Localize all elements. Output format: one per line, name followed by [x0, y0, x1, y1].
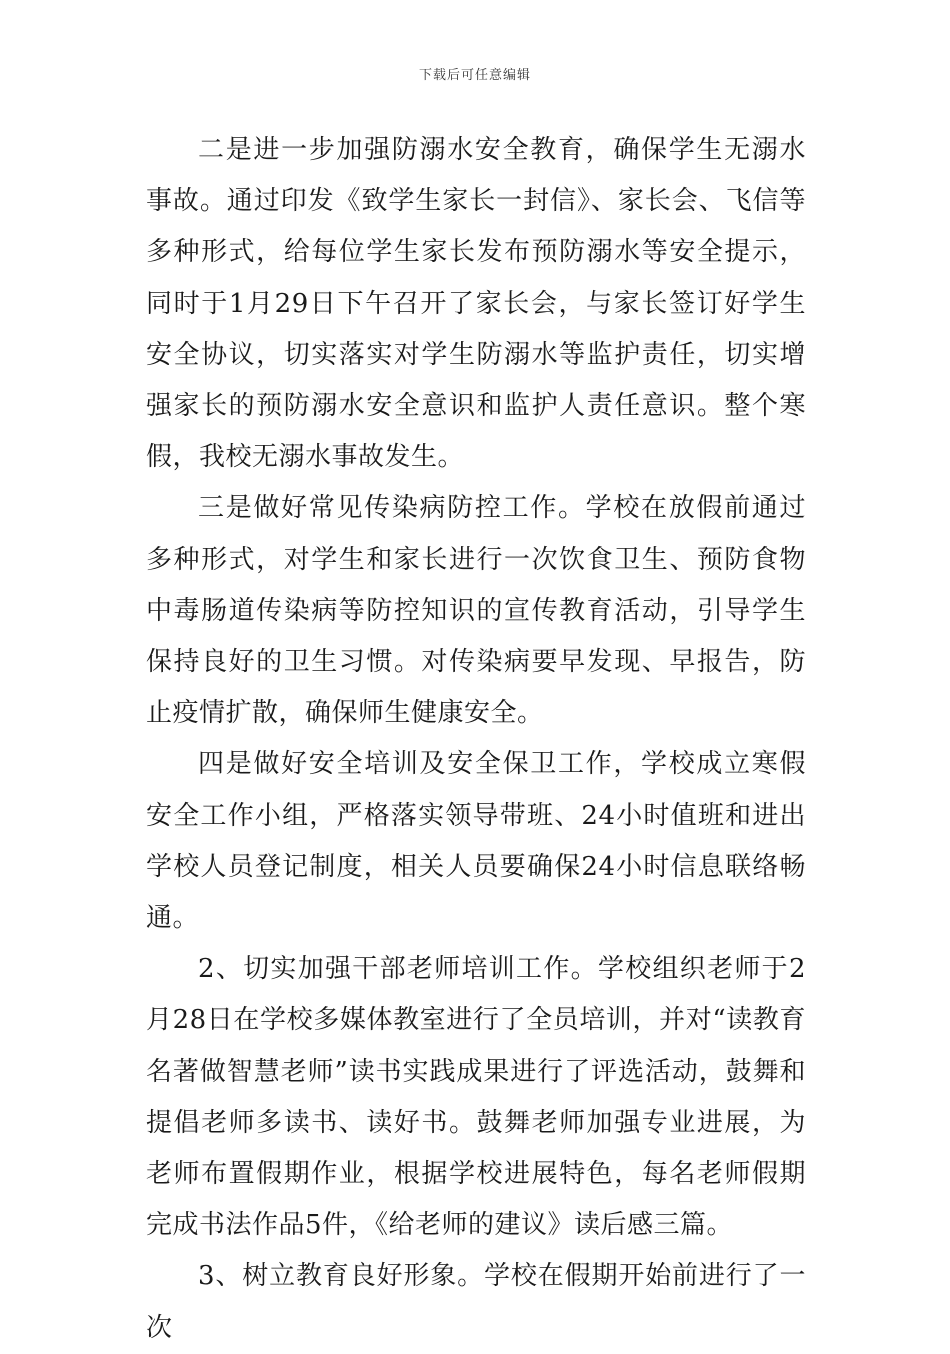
paragraph-security-training: 四是做好安全培训及安全保卫工作，学校成立寒假安全工作小组，严格落实领导带班、24小时值班和进出学校人员登记制度，相关人员要确保24小时信息联络畅通。: [146, 749, 806, 934]
paragraph-disease-prevention: 三是做好常见传染病防控工作。学校在放假前通过多种形式，对学生和家长进行一次饮食卫生、预防食物中毒肠道传染病等防控知识的宣传教育活动，引导学生保持良好的卫生习惯。对传染病要早发现、早报告，防止疫情扩散，确保师生健康安全。: [146, 493, 806, 729]
document-body: [146, 125, 806, 1354]
paragraph-education-image: 3、树立教育良好形象。学校在假期开始前进行了一次: [146, 1261, 806, 1343]
page-header-note: 下载后可任意编辑: [418, 68, 531, 83]
paragraph-drowning-safety: 二是进一步加强防溺水安全教育，确保学生无溺水事故。通过印发《致学生家长一封信》、家长会、飞信等多种形式，给每位学生家长发布预防溺水等安全提示，同时于1月29日下午召开了家长会，与家长签订好学生安全协议，切实落实对学生防溺水等监护责任，切实增强家长的预防溺水安全意识和监护人责任意识。整个寒假，我校无溺水事故发生。: [146, 135, 806, 473]
paragraph-teacher-training: 2、切实加强干部老师培训工作。学校组织老师于2月28日在学校多媒体教室进行了全员培训，并对“读教育名著做智慧老师”读书实践成果进行了评选活动，鼓舞和提倡老师多读书、读好书。鼓舞老师加强专业进展，为老师布置假期作业，根据学校进展特色，每名老师假期完成书法作品5件，《给老师的建议》读后感三篇。: [146, 954, 806, 1241]
